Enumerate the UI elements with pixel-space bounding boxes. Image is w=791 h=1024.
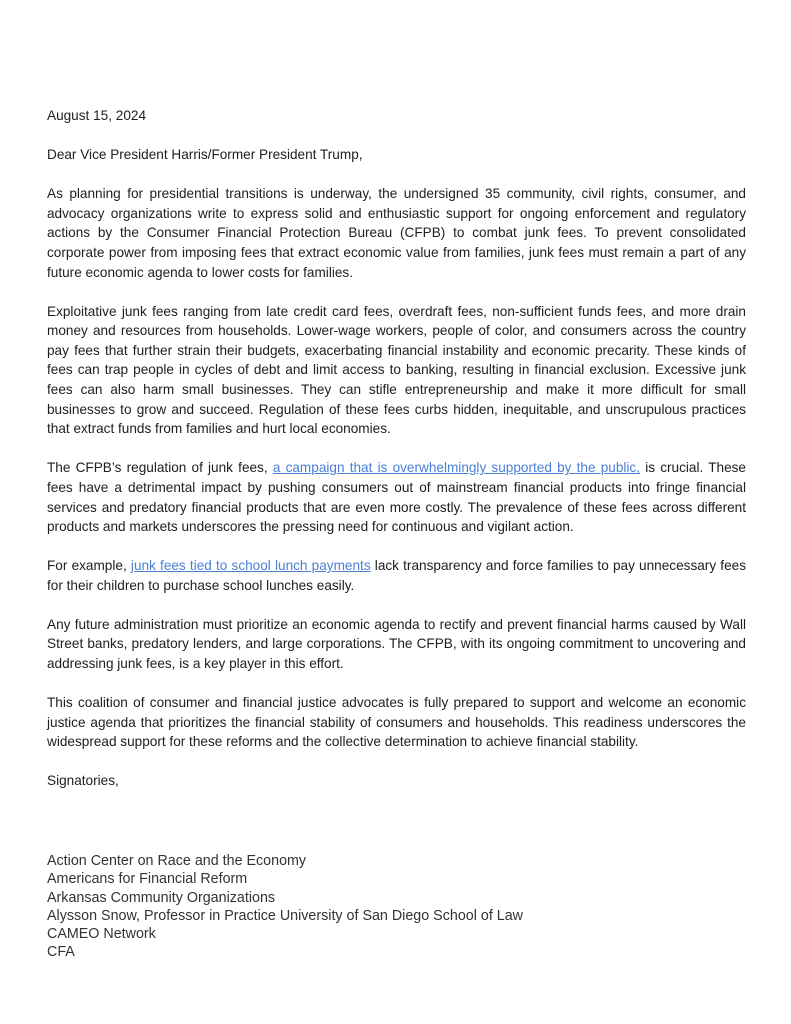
paragraph-intro: As planning for presidential transitions is underway, the undersigned 35 community, civil rights, consumer, and advocacy organizations write to express solid and enthusiastic support for ongoing enforcement and regulatory actions by the Consumer Financial Protection Bureau (CFPB) to combat junk fees. To prevent consolidated corporate power from imposing fees that extract economic value from families, junk fees must remain a part of any future economic agenda to lower costs for families.	[47, 186, 746, 280]
paragraph-administration: Any future administration must prioritize an economic agenda to rectify and prevent financial harms caused by Wall Street banks, predatory lenders, and large corporations. The CFPB, with its ongoing commitment to uncovering and addressing junk fees, is a key player in this effort.	[47, 616, 746, 672]
signatory-item: Action Center on Race and the Economy	[47, 853, 307, 869]
salutation: Dear Vice President Harris/Former President Trump,	[47, 147, 363, 163]
signatory-list	[47, 852, 746, 962]
school-lunch-fees-link[interactable]: junk fees tied to school lunch payments	[130, 558, 371, 574]
paragraph-text: lack transparency and force families to pay unnecessary fees for their children to purchase school lunches easily.	[47, 558, 746, 593]
paragraph-junk-fees: Exploitative junk fees ranging from late credit card fees, overdraft fees, non-sufficient funds fees, and more drain money and resources from households. Lower-wage workers, people of color, and consumers across the country pay fees that further strain their budgets, exacerbating financial instability and economic precarity. These kinds of fees can trap people in cycles of debt and limit access to banking, resulting in financial exclusion. Excessive junk fees can also harm small businesses. They can stifle entrepreneurship and make it more difficult for small businesses to grow and succeed. Regulation of these fees curbs hidden, inequitable, and unscrupulous practices that extract funds from families and hurt local economies.	[47, 303, 746, 437]
paragraph-text: is crucial. These fees have a detrimental impact by pushing consumers out of mainstream financial products into fringe financial services and predatory financial products that are even more costly. The prevalence of these fees across different products and markets underscores the pressing need for continuous and vigilant action.	[47, 460, 746, 535]
paragraph-cfpb-regulation	[47, 458, 746, 536]
signatory-item: Americans for Financial Reform	[47, 871, 248, 888]
paragraph-text: For example,	[47, 558, 131, 574]
closing-signatories: Signatories,	[47, 773, 119, 789]
letter-date: August 15, 2024	[47, 108, 147, 123]
signatory-item: Arkansas Community Organizations	[47, 889, 276, 906]
paragraph-coalition: This coalition of consumer and financial justice advocates is fully prepared to support and welcome an economic justice agenda that prioritizes the financial stability of consumers and households. This readiness underscores the widespread support for these reforms and the collective determination to achieve financial stability.	[47, 695, 746, 750]
signatory-item: CFA	[47, 944, 75, 961]
paragraph-text: The CFPB’s regulation of junk fees,	[47, 460, 273, 476]
letter-body	[47, 106, 746, 791]
public-support-link[interactable]: a campaign that is overwhelmingly supported by the public,	[272, 460, 641, 476]
signatory-item: Alysson Snow, Professor in Practice University of San Diego School of Law	[47, 907, 523, 924]
signatory-item: CAMEO Network	[47, 926, 156, 943]
paragraph-example	[47, 556, 746, 595]
